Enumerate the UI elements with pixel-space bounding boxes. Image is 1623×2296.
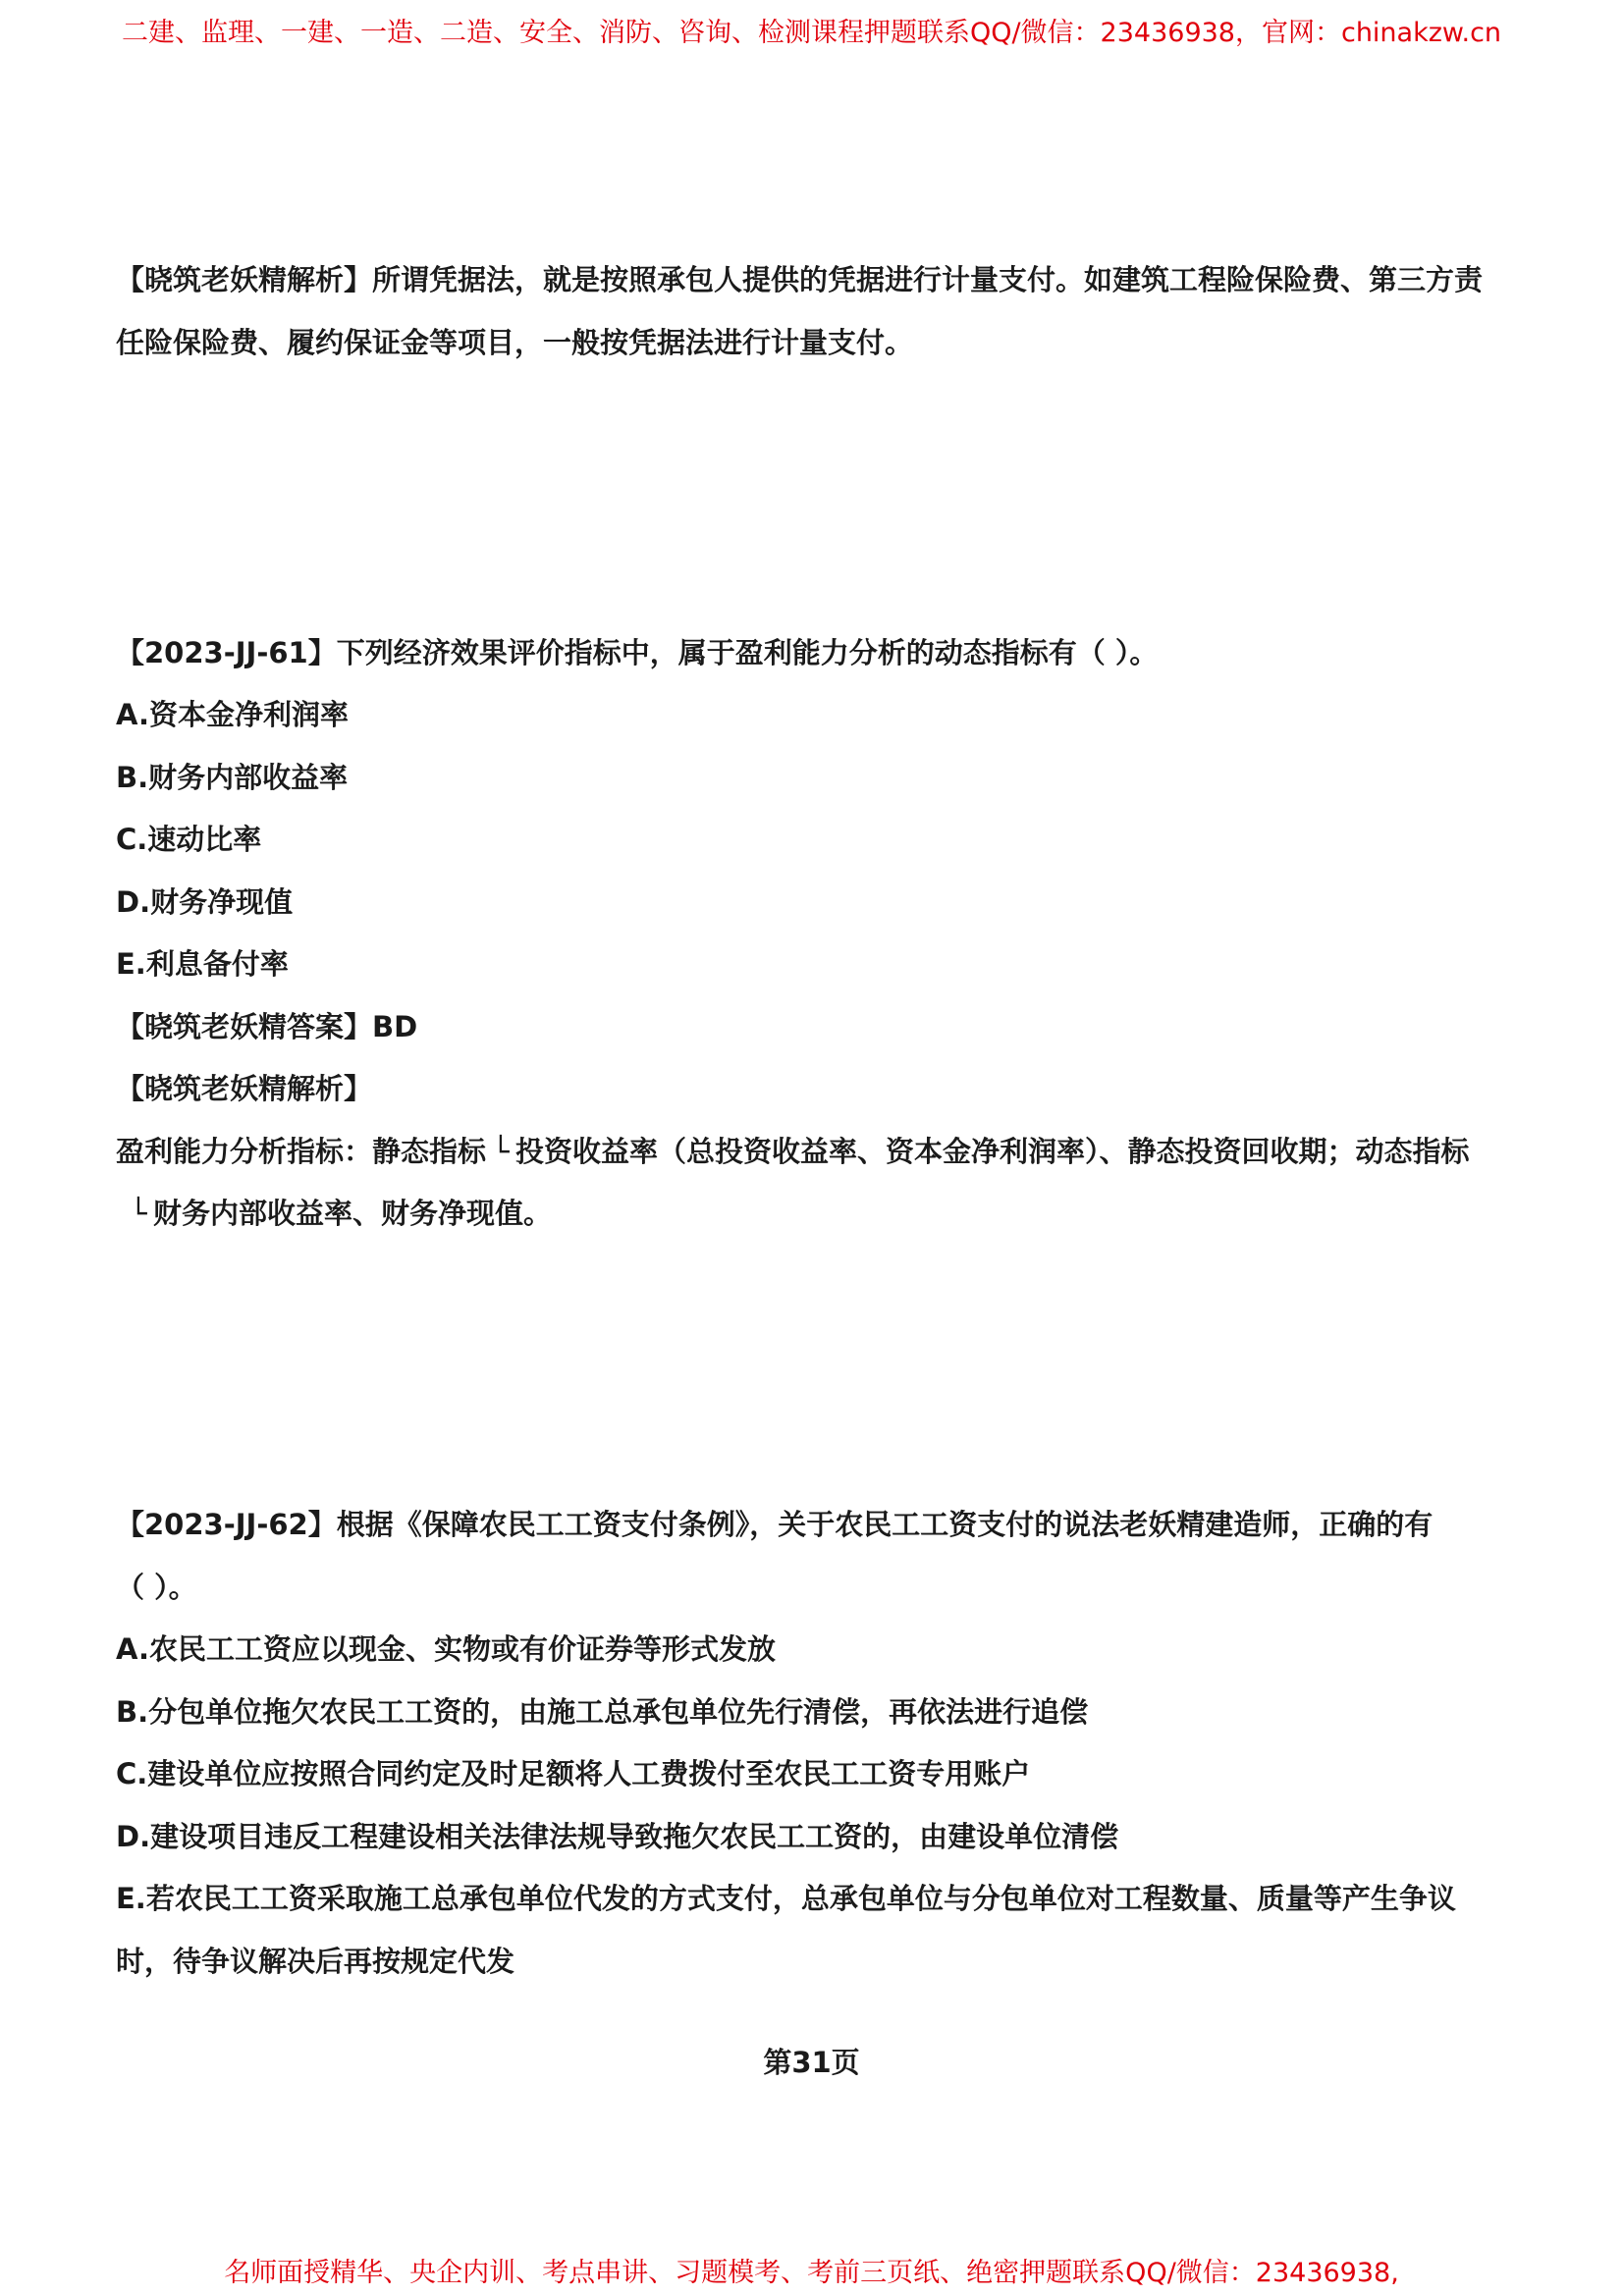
q62-question-line-1: 【2023-JJ-62】根据《保障农民工工资支付条例》，关于农民工工资支付的说法老妖精建造师，正确的有 xyxy=(116,1508,1434,1541)
page-number: 第31页 xyxy=(763,2046,860,2079)
q61-answer: 【晓筑老妖精答案】BD xyxy=(116,1010,418,1043)
q61-question: 【2023-JJ-61】下列经济效果评价指标中，属于盈利能力分析的动态指标有（ ）。 xyxy=(116,636,1159,669)
q61-option-d: D.财务净现值 xyxy=(116,885,294,919)
q62-option-b: B.分包单位拖欠农民工工资的，由施工总承包单位先行清偿，再依法进行追偿 xyxy=(116,1695,1089,1729)
prev-analysis-line-2: 任险保险费、履约保证金等项目，一般按凭据法进行计量支付。 xyxy=(116,326,914,359)
corner-arrow-icon: └ xyxy=(130,1197,147,1230)
q61-option-c: C.速动比率 xyxy=(116,823,262,856)
corner-arrow-icon: └ xyxy=(492,1135,510,1168)
q61-analysis-text-c: 财务内部收益率、财务净现值。 xyxy=(153,1197,553,1230)
q62-option-e-line-1: E.若农民工工资采取施工总承包单位代发的方式支付，总承包单位与分包单位对工程数量、质量等产生争议 xyxy=(116,1882,1456,1915)
prev-analysis-line-1: 【晓筑老妖精解析】所谓凭据法，就是按照承包人提供的凭据进行计量支付。如建筑工程险保险费、第三方责 xyxy=(116,263,1484,296)
q61-analysis-label: 【晓筑老妖精解析】 xyxy=(116,1072,373,1105)
header-banner: 二建、监理、一建、一造、二造、安全、消防、咨询、检测课程押题联系QQ/微信：23436938，官网：chinakzw.cn xyxy=(121,18,1502,48)
q61-option-a: A.资本金净利润率 xyxy=(116,698,349,731)
q62-option-d: D.建设项目违反工程建设相关法律法规导致拖欠农民工工资的，由建设单位清偿 xyxy=(116,1820,1119,1853)
q61-analysis-text-a: 盈利能力分析指标：静态指标 xyxy=(116,1135,487,1168)
q61-analysis-text-b: 投资收益率（总投资收益率、资本金净利润率）、静态投资回收期；动态指标 xyxy=(515,1135,1470,1168)
q61-analysis-line-1 xyxy=(116,1132,1510,1171)
q62-question-line-2: （ ）。 xyxy=(116,1571,197,1604)
q62-option-c: C.建设单位应按照合同约定及时足额将人工费拨付至农民工工资专用账户 xyxy=(116,1757,1031,1790)
q62-option-a: A.农民工工资应以现金、实物或有价证券等形式发放 xyxy=(116,1632,776,1666)
q62-option-e-line-2: 时，待争议解决后再按规定代发 xyxy=(116,1945,515,1978)
q61-option-e: E.利息备付率 xyxy=(116,947,289,981)
q61-analysis-line-2 xyxy=(124,1194,1518,1233)
footer-banner: 名师面授精华、央企内训、考点串讲、习题模考、考前三页纸、绝密押题联系QQ/微信：23436938, xyxy=(224,2258,1399,2288)
q61-option-b: B.财务内部收益率 xyxy=(116,761,349,794)
